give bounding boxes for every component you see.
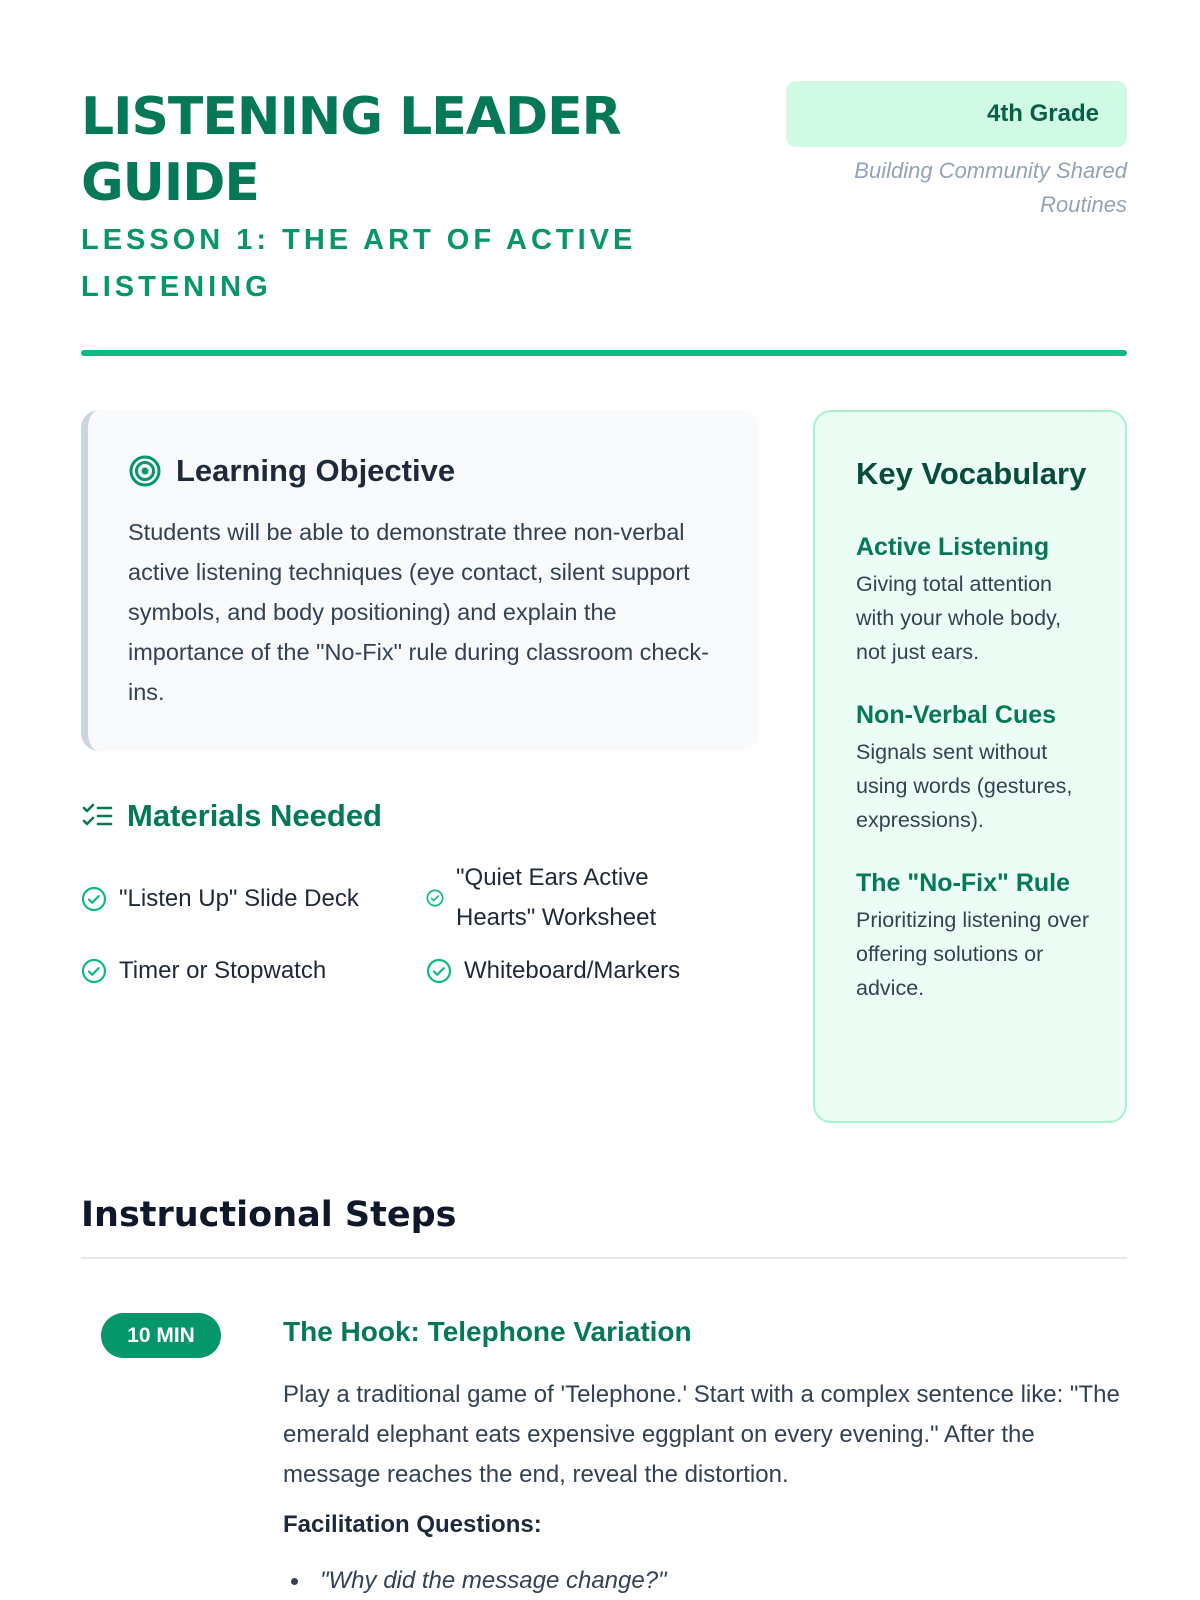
step-time-badge: 10 MIN <box>101 1313 221 1358</box>
vocab-term: The "No-Fix" Rule <box>856 869 1070 897</box>
vocab-term: Non-Verbal Cues <box>856 701 1057 729</box>
material-item <box>81 879 359 919</box>
materials-header <box>81 795 382 837</box>
checklist-icon <box>81 800 113 832</box>
facilitation-questions-label: Facilitation Questions: <box>283 1511 542 1538</box>
check-circle-icon <box>426 889 444 907</box>
tagline: Building Community Shared Routines <box>854 158 1127 217</box>
vocabulary-heading: Key Vocabulary <box>856 456 1087 491</box>
learning-objective-card <box>81 410 759 751</box>
vocab-definition: Prioritizing listening over offering solutions or advice. <box>856 908 1090 1000</box>
objective-heading: Learning Objective <box>176 453 456 488</box>
vocab-term: Active Listening <box>856 533 1050 561</box>
objective-header <box>128 450 715 492</box>
steps-heading: Instructional Steps <box>81 1195 457 1235</box>
page-title: LISTENING LEADER GUIDE <box>81 87 621 213</box>
material-label: Whiteboard/Markers <box>464 957 681 984</box>
key-vocabulary-card <box>813 410 1127 1123</box>
list-item <box>283 1563 667 1599</box>
material-label: Timer or Stopwatch <box>119 957 327 984</box>
check-circle-icon <box>81 886 107 912</box>
check-circle-icon <box>81 958 107 984</box>
vocab-definition: Signals sent without using words (gestures, expressions). <box>856 740 1073 832</box>
material-label: "Listen Up" Slide Deck <box>119 885 359 912</box>
step-title: The Hook: Telephone Variation <box>283 1316 692 1347</box>
check-circle-icon <box>426 958 452 984</box>
facilitation-questions-list <box>283 1563 667 1599</box>
vocab-definition: Giving total attention with your whole body, not just ears. <box>856 572 1062 664</box>
target-icon <box>128 454 162 488</box>
step-body: Play a traditional game of 'Telephone.' Start with a complex sentence like: "The emerald elephant eats expensive eggplant on every evening." After the message reaches the end, reveal the distortion. <box>283 1381 1120 1488</box>
header-divider <box>81 350 1127 356</box>
objective-text: Students will be able to demonstrate three non-verbal active listening techniques (eye contact, silent support symbols, and body positioning) and explain the importance of the "No-Fix" rule during classroom check-ins. <box>128 519 709 705</box>
materials-heading: Materials Needed <box>127 798 382 833</box>
lesson-subtitle: LESSON 1: THE ART OF ACTIVE LISTENING <box>81 224 637 303</box>
question-text: "Why did the message change?" <box>320 1567 667 1594</box>
steps-divider <box>81 1257 1127 1259</box>
material-item <box>81 951 326 991</box>
bullet-icon <box>291 1578 298 1585</box>
material-item <box>426 951 680 991</box>
material-item <box>426 858 726 938</box>
grade-badge: 4th Grade <box>786 81 1127 147</box>
material-label: "Quiet Ears Active Hearts" Worksheet <box>456 864 657 931</box>
